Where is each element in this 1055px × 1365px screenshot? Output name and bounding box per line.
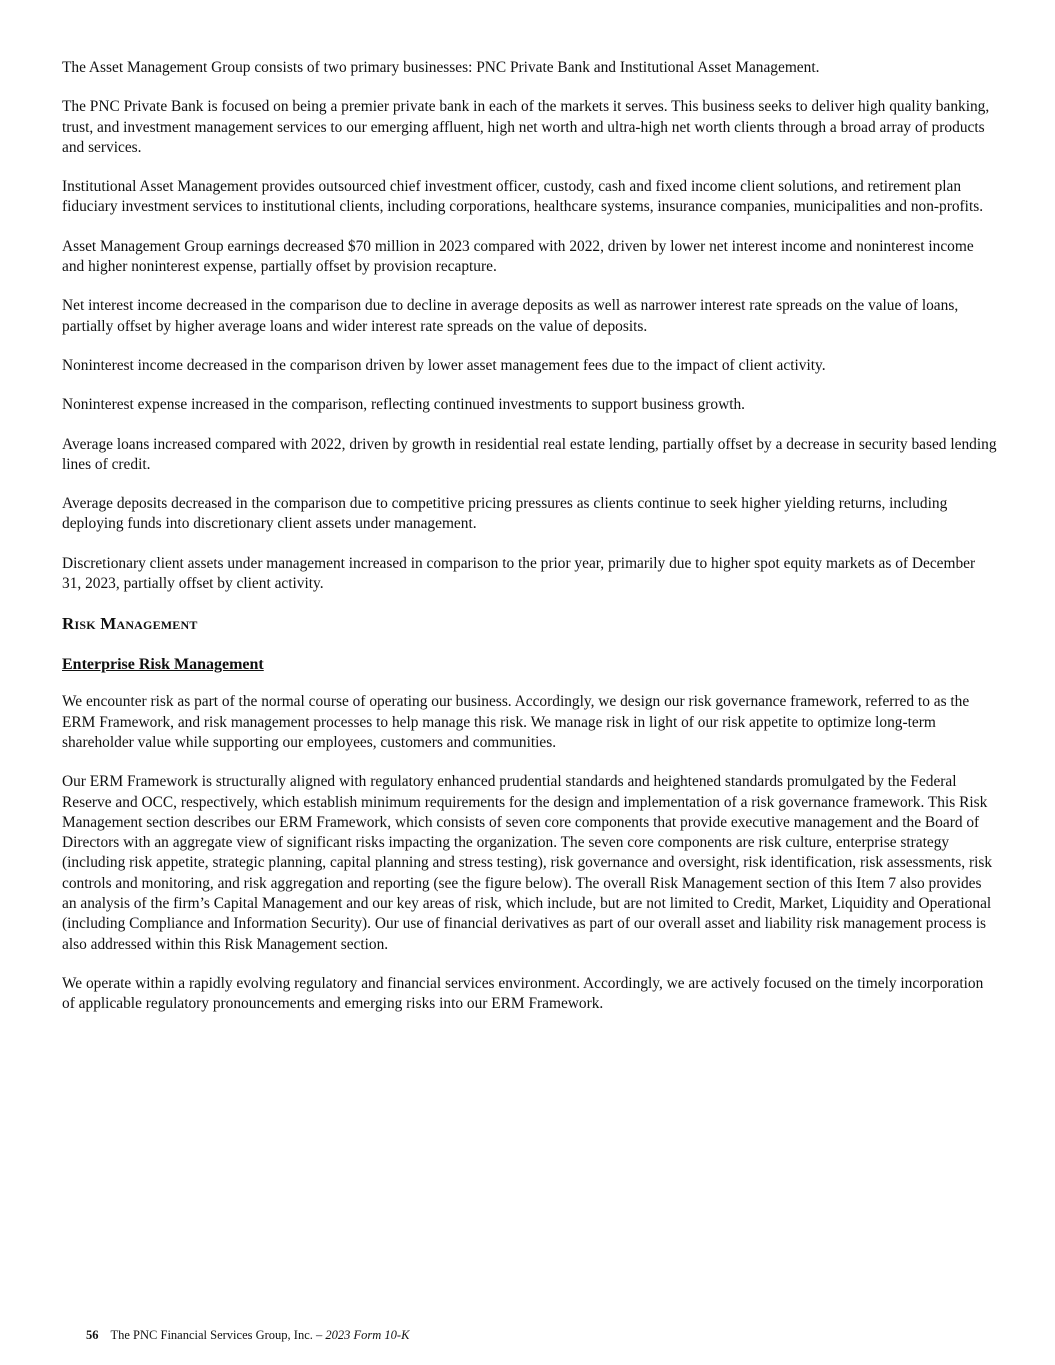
paragraph-earnings: Asset Management Group earnings decreased $70 million in 2023 compared with 2022, driven by lower net interest income and noninterest income and higher noninterest expense, partially offset by provision recapture.: [62, 237, 974, 276]
paragraph-amg-overview: The Asset Management Group consists of two primary businesses: PNC Private Bank and Institutional Asset Management.: [62, 59, 820, 76]
paragraph-regulatory-environment: We operate within a rapidly evolving regulatory and financial services environment. Accordingly, we are actively focused on the timely incorporation of applicable regulatory pronouncements and emerging risks into our ERM Framework.: [62, 974, 984, 1013]
paragraph-institutional-asset-management: Institutional Asset Management provides outsourced chief investment officer, custody, cash and fixed income client solutions, and retirement plan fiduciary investment services to institutional clients, including corporations, healthcare systems, insurance companies, municipalities and non-profits.: [62, 178, 984, 216]
paragraph-risk-intro: We encounter risk as part of the normal course of operating our business. Accordingly, we design our risk governance framework, referred to as the ERM Framework, and risk management processes to help manage this risk. We manage risk in light of our risk appetite to optimize long-term shareholder value while supporting our employees, customers and communities.: [62, 693, 970, 751]
document-body: [62, 58, 997, 1034]
section-heading-risk-management: Risk Management: [62, 614, 198, 634]
page-number: 56: [86, 1328, 99, 1342]
paragraph-average-deposits: Average deposits decreased in the comparison due to competitive pricing pressures as clients continue to seek higher yielding returns, including deploying funds into discretionary client assets under management.: [62, 495, 948, 533]
paragraph-private-bank: The PNC Private Bank is focused on being a premier private bank in each of the markets it serves. This business seeks to deliver high quality banking, trust, and investment management services to our emerging affluent, high net worth and ultra-high net worth clients through a broad array of products and services.: [62, 98, 990, 156]
paragraph-average-loans: Average loans increased compared with 2022, driven by growth in residential real estate lending, partially offset by a decrease in security based lending lines of credit.: [62, 435, 997, 473]
paragraph-erm-framework: Our ERM Framework is structurally aligned with regulatory enhanced prudential standards and heightened standards promulgated by the Federal Reserve and OCC, respectively, which establish minimum requirements for the design and implementation of a risk governance framework. This Risk Management section describes our ERM Framework, which consists of seven core components that provide executive management and the Board of Directors with an aggregate view of significant risks impacting the organization. The seven core components are risk culture, enterprise strategy (including risk appetite, strategic planning, capital planning and stress testing), risk governance and oversight, risk identification, risk assessments, risk controls and monitoring, and risk aggregation and reporting (see the figure below). The overall Risk Management section of this Item 7 also provides an analysis of the firm’s Capital Management and our key areas of risk, which include, but are not limited to Credit, Market, Liquidity and Operational (including Compliance and Information Security). Our use of financial derivatives as part of our overall asset and liability risk management process is also addressed within this Risk Management section.: [62, 773, 993, 953]
paragraph-net-interest-income: Net interest income decreased in the comparison due to decline in average deposits as well as narrower interest rate spreads on the value of loans, partially offset by higher average loans and wider interest rate spreads on the value of deposits.: [62, 297, 959, 335]
page-footer: [86, 1327, 409, 1343]
footer-form: 2023 Form 10-K: [325, 1328, 410, 1342]
paragraph-client-assets: Discretionary client assets under management increased in comparison to the prior year, primarily due to higher spot equity markets as of December 31, 2023, partially offset by client activity.: [62, 554, 976, 593]
footer-company: The PNC Financial Services Group, Inc. –: [110, 1328, 326, 1342]
subheading-enterprise-risk-management: Enterprise Risk Management: [62, 656, 264, 674]
paragraph-noninterest-income: Noninterest income decreased in the comparison driven by lower asset management fees due to the impact of client activity.: [62, 356, 826, 374]
paragraph-noninterest-expense: Noninterest expense increased in the comparison, reflecting continued investments to support business growth.: [62, 396, 746, 414]
